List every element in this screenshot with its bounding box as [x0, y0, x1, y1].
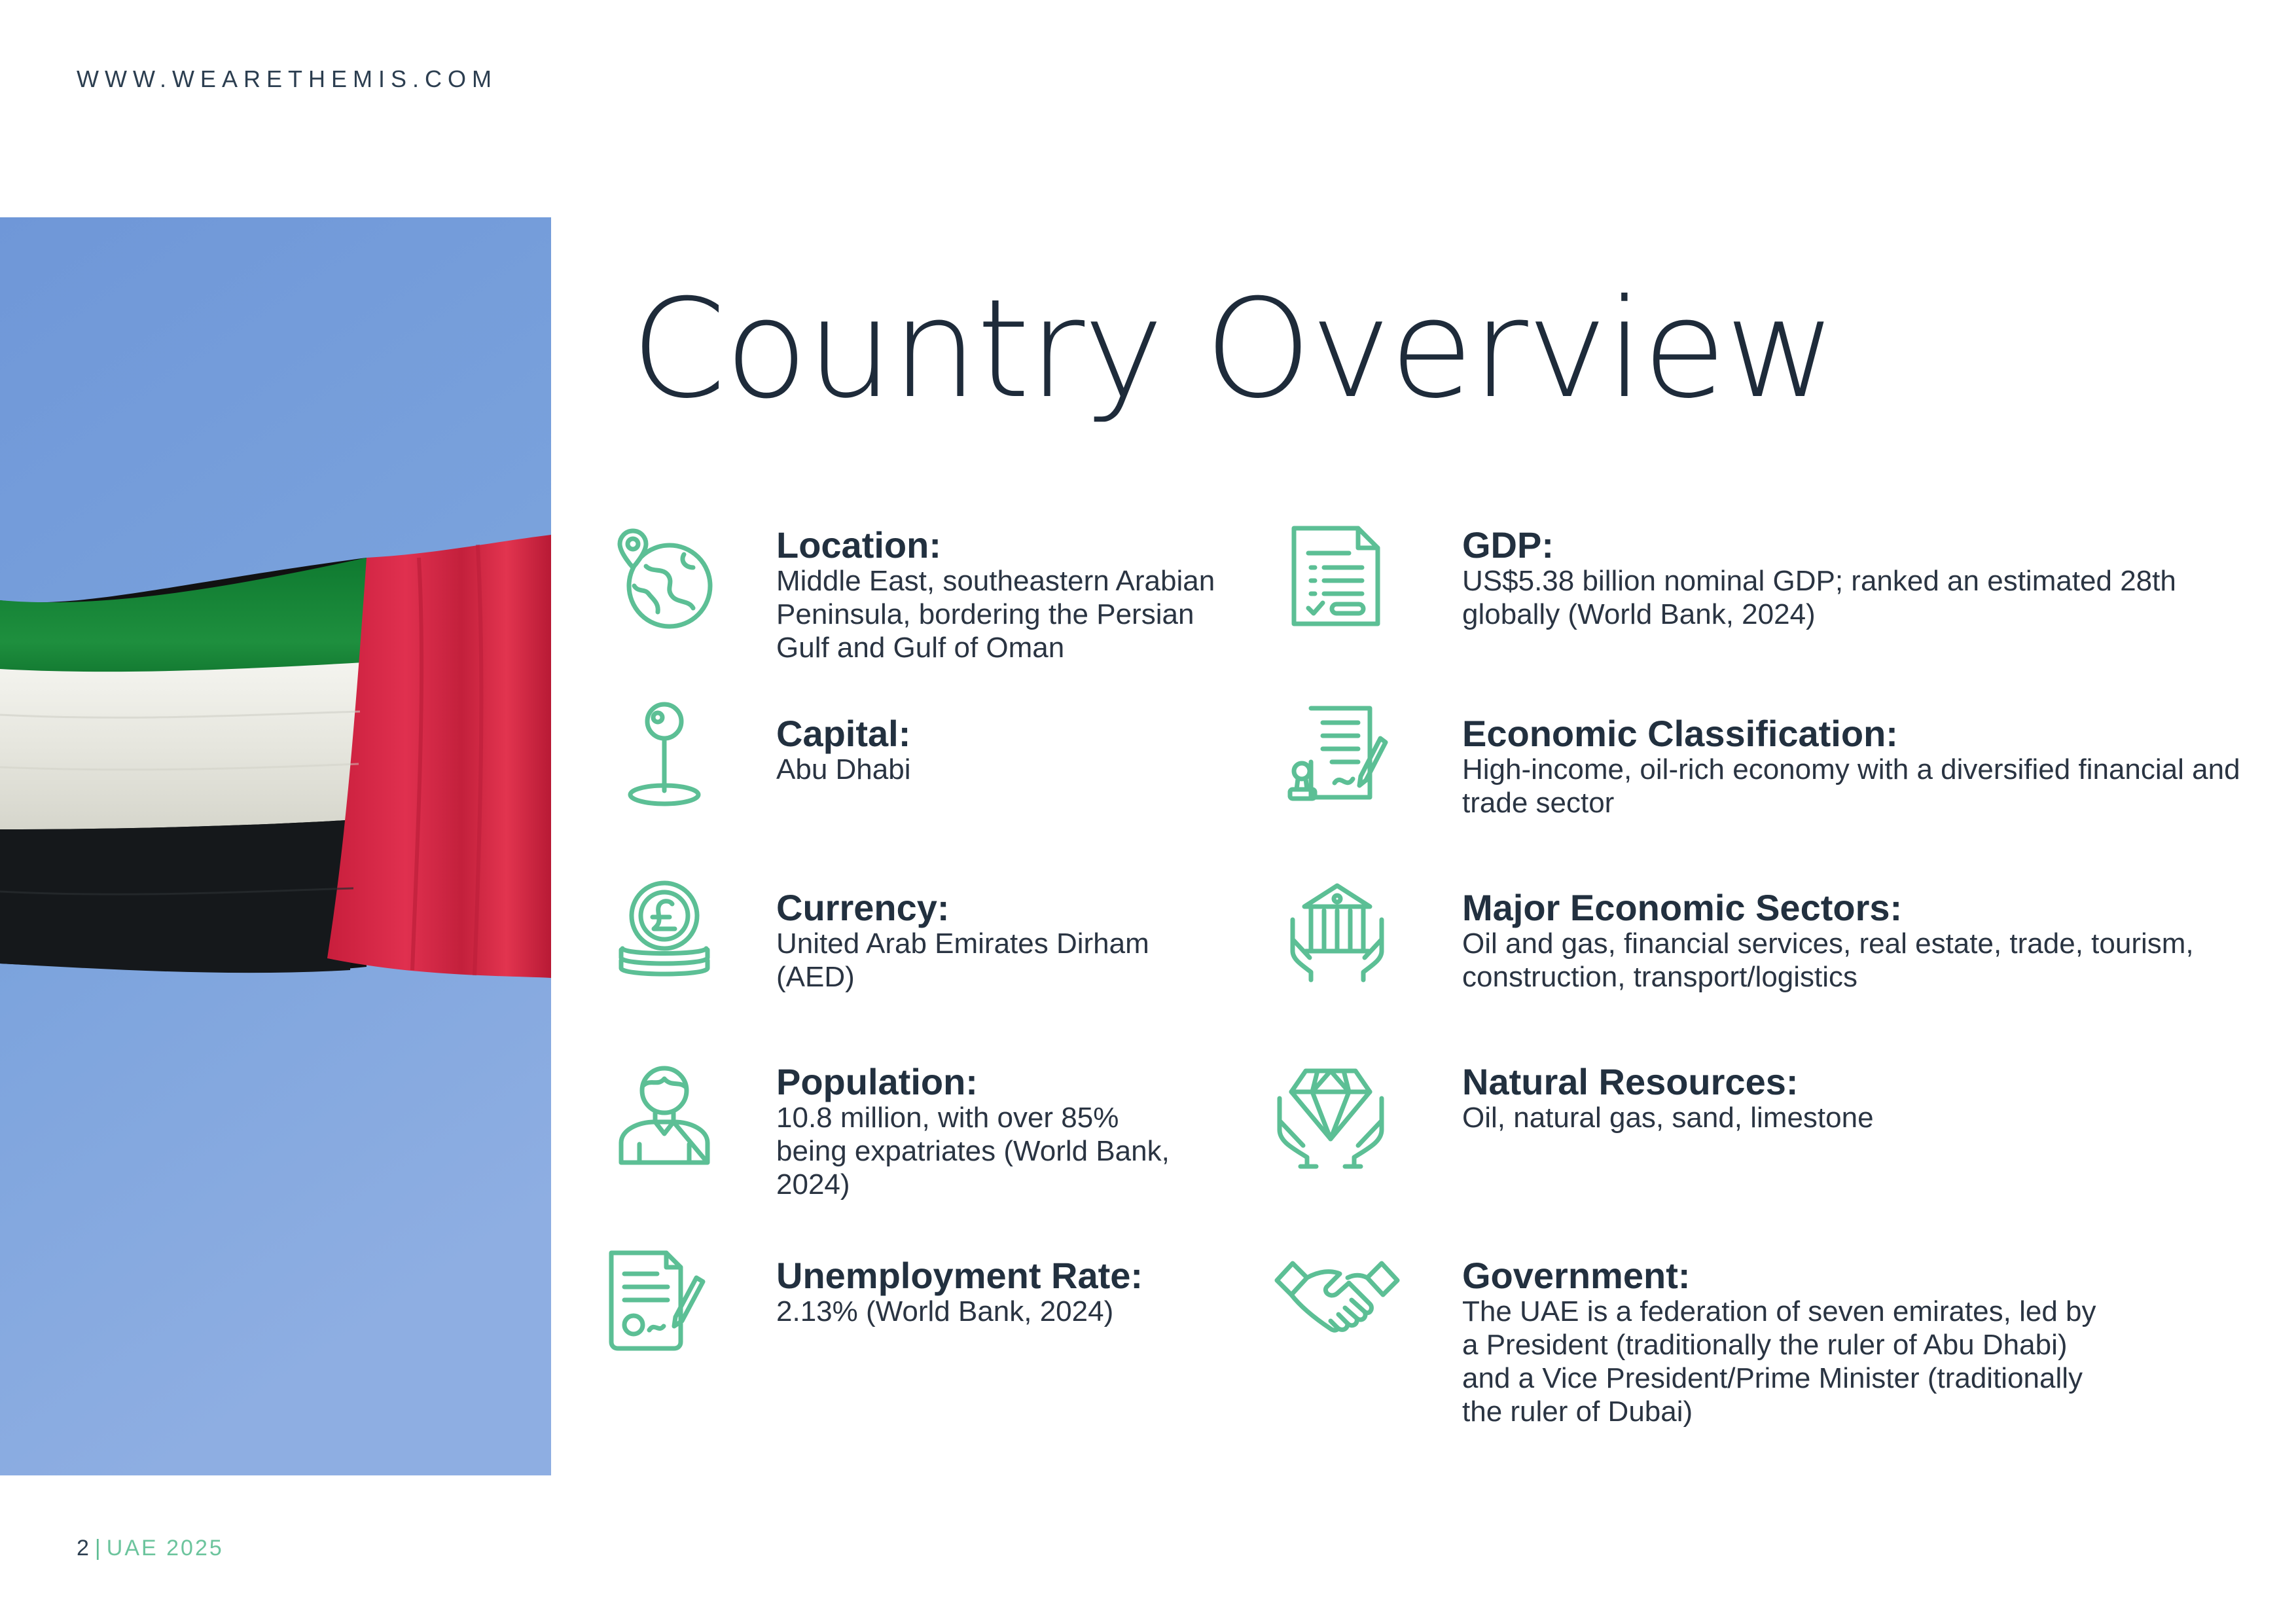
footer-separator: |	[94, 1536, 103, 1561]
location-label: Location:	[776, 524, 941, 566]
person-icon	[612, 1059, 717, 1170]
currency-value: United Arab Emirates Dirham (AED)	[776, 928, 1149, 993]
major-sectors-label: Major Economic Sectors:	[1462, 887, 1903, 928]
page-footer	[77, 1536, 224, 1561]
natural-resources-label: Natural Resources:	[1462, 1061, 1799, 1102]
document-pen-icon	[603, 1244, 708, 1355]
report-checklist-icon	[1285, 520, 1390, 632]
pound-coin-icon	[612, 874, 717, 985]
capital-label: Capital:	[776, 713, 911, 754]
document-label: UAE 2025	[106, 1536, 224, 1561]
handshake-icon	[1272, 1244, 1376, 1355]
bank-hands-icon	[1285, 874, 1390, 985]
location-value: Middle East, southeastern Arabian Peninsula, bordering the Persian Gulf and Gulf of Oman	[776, 565, 1215, 664]
map-pin-icon	[612, 699, 717, 810]
government-value: The UAE is a federation of seven emirates, led by a President (traditionally the ruler of Abu Dhabi) and a Vice President/Prime Minister (traditionally the ruler of Dubai)	[1462, 1295, 2096, 1428]
major-sectors-value: Oil and gas, financial services, real estate, trade, tourism, construction, transport/logistics	[1462, 928, 2194, 993]
diamond-hands-icon	[1272, 1059, 1376, 1170]
economic-classification-label: Economic Classification:	[1462, 713, 1898, 754]
capital-value: Abu Dhabi	[776, 753, 911, 785]
globe-pin-icon	[612, 520, 717, 632]
gdp-label: GDP:	[1462, 524, 1554, 566]
page-number: 2	[77, 1536, 91, 1561]
population-label: Population:	[776, 1061, 978, 1102]
page-title: Country Overview	[631, 270, 1835, 429]
unemployment-value: 2.13% (World Bank, 2024)	[776, 1295, 1114, 1327]
gdp-value: US$5.38 billion nominal GDP; ranked an estimated 28th globally (World Bank, 2024)	[1462, 565, 2176, 630]
uae-flag-photo	[0, 217, 551, 1475]
population-value: 10.8 million, with over 85% being expatriates (World Bank, 2024)	[776, 1102, 1170, 1200]
natural-resources-value: Oil, natural gas, sand, limestone	[1462, 1102, 1874, 1134]
contract-stamp-icon	[1285, 699, 1390, 810]
website-url: WWW.WEARETHEMIS.COM	[77, 65, 497, 92]
currency-label: Currency:	[776, 887, 950, 928]
unemployment-label: Unemployment Rate:	[776, 1255, 1143, 1296]
government-label: Government:	[1462, 1255, 1691, 1296]
economic-classification-value: High-income, oil-rich economy with a diversified financial and trade sector	[1462, 753, 2240, 819]
